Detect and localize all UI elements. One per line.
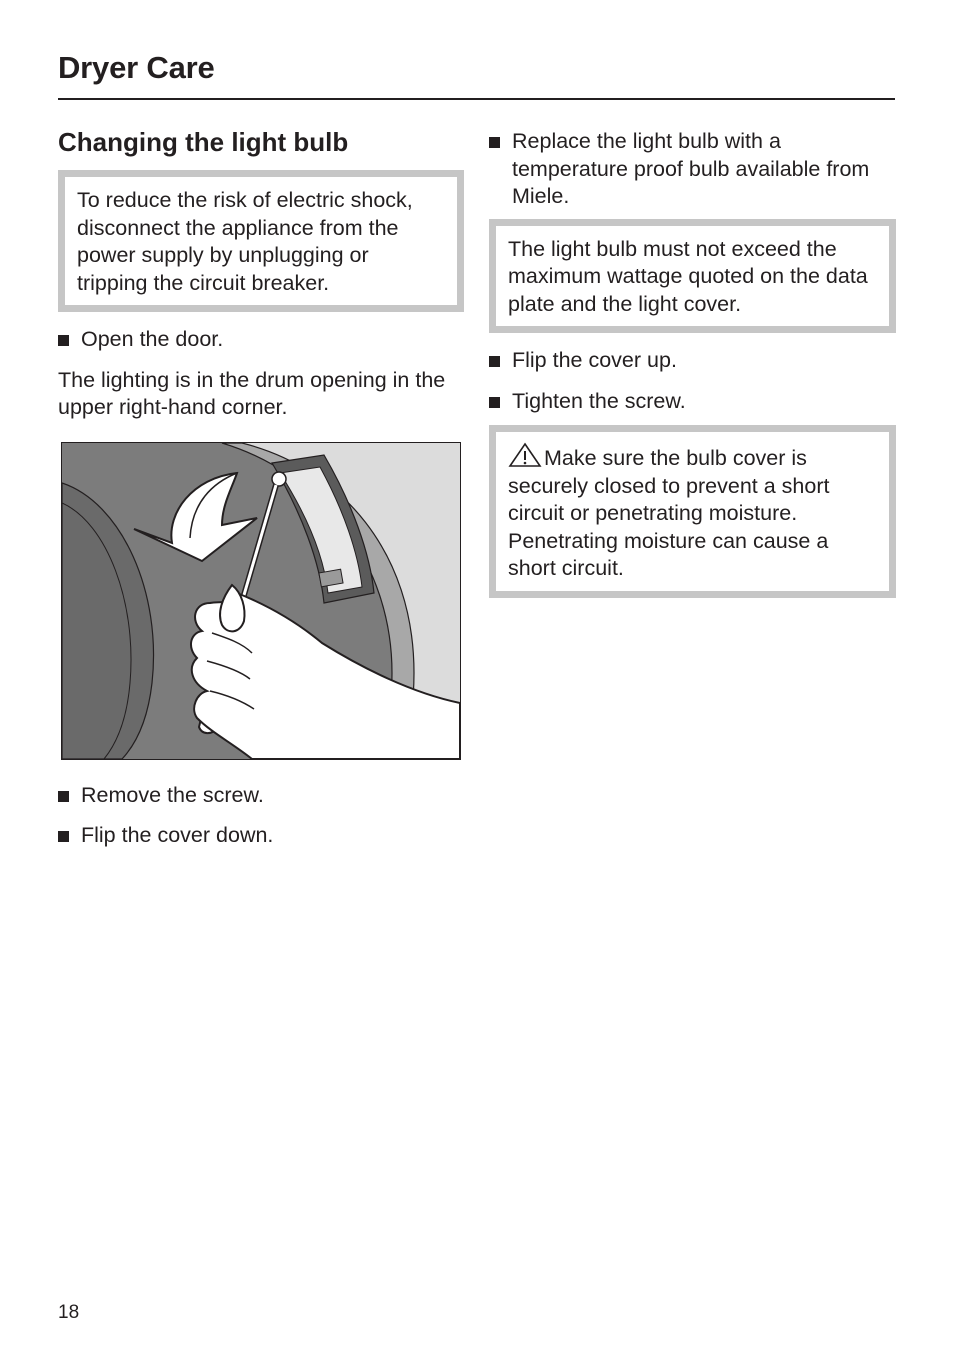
square-bullet-icon <box>489 137 500 148</box>
step-remove-screw <box>58 782 464 810</box>
section-title: Changing the light bulb <box>58 127 349 157</box>
square-bullet-icon <box>489 397 500 408</box>
warning-triangle-icon <box>508 442 542 468</box>
page-number: 18 <box>58 1302 80 1323</box>
step-text: Remove the screw. <box>81 782 264 807</box>
step-flip-cover-up <box>489 347 896 375</box>
step-text: Flip the cover down. <box>81 823 274 847</box>
right-column <box>489 128 896 598</box>
safety-notice-text: To reduce the risk of electric shock, disconnect the appliance from the power supply by unplugging or tripping the circuit breaker. <box>77 188 413 295</box>
illustration-svg <box>62 443 460 759</box>
light-bulb-illustration <box>61 442 461 760</box>
step-text: Flip the cover up. <box>512 348 677 372</box>
wattage-notice <box>489 219 896 334</box>
square-bullet-icon <box>489 356 500 367</box>
title-divider <box>58 98 895 100</box>
step-text: Replace the light bulb with a temperature proof bulb available from Miele. <box>512 129 870 208</box>
page-title: Dryer Care <box>58 50 215 85</box>
step-text: Open the door. <box>81 327 224 351</box>
wattage-notice-text: The light bulb must not exceed the maximum wattage quoted on the data plate and the light cover. <box>508 236 868 316</box>
square-bullet-icon <box>58 791 69 802</box>
safety-notice <box>58 170 464 312</box>
moisture-warning-text: Make sure the bulb cover is securely closed to prevent a short circuit or penetrating moisture. Penetrating moisture can cause a short circuit. <box>508 446 830 580</box>
left-column <box>58 124 464 850</box>
lighting-location-text: The lighting is in the drum opening in the upper right-hand corner. <box>58 367 446 419</box>
square-bullet-icon <box>58 335 69 346</box>
step-flip-cover-down <box>58 822 464 850</box>
square-bullet-icon <box>58 831 69 842</box>
step-open-door <box>58 326 464 354</box>
moisture-warning <box>489 425 896 598</box>
step-text: Tighten the screw. <box>512 388 686 413</box>
step-replace-bulb <box>489 128 896 211</box>
step-tighten-screw <box>489 388 896 416</box>
